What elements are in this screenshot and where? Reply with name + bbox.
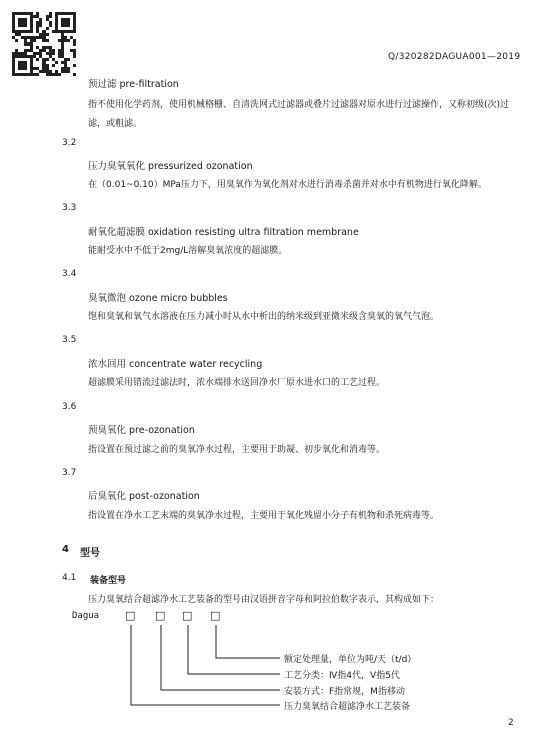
model-label-installation: 安装方式：F指常规，M指移动 [284, 687, 405, 697]
model-label-equipment: 压力臭氧结合超滤净水工艺装备 [284, 702, 411, 712]
term-post-ozonation: 后臭氧化 post-ozonation [88, 491, 200, 502]
section-number: 3.6 [62, 402, 77, 412]
section-number: 3.3 [62, 203, 77, 213]
definition-ozone-micro-bubbles: 饱和臭氧和氧气水溶液在压力减小时从水中析出的纳米级到亚微米级含臭氧的氧气气泡。 [88, 312, 440, 322]
section-number: 3.7 [62, 468, 77, 478]
page-number: 2 [508, 718, 514, 728]
definition-concentrate-water-recycling: 超滤膜采用错流过滤法时，浓水端排水送回净水厂原水进水口的工艺过程。 [88, 378, 386, 388]
term-pre-filtration: 预过滤 pre-filtration [88, 79, 179, 90]
model-box-3: □ [182, 609, 193, 622]
definition-post-ozonation: 指设置在净水工艺末端的臭氧净水过程，主要用于氧化残留小分子有机物和杀死病毒等。 [88, 511, 440, 521]
section-number: 3.2 [62, 138, 77, 148]
section-number: 3.4 [62, 269, 77, 279]
model-box-2: □ [155, 609, 166, 622]
definition-pre-ozonation: 指设置在预过滤之前的臭氧净水过程，主要用于助凝、初步氧化和消毒等。 [88, 445, 386, 455]
standard-code: Q/320282DAGUA001—2019 [388, 52, 521, 62]
definition-pre-filtration: 指不使用化学药剂，使用机械格栅、自清洗网式过滤器或叠片过滤器对原水进行过滤操作，又称初级(次)过滤，或粗滤。 [88, 100, 510, 129]
term-oxidation-resisting-membrane: 耐氧化超滤膜 oxidation resisting ultra filtration membrane [88, 227, 359, 238]
term-pre-ozonation: 预臭氧化 pre-ozonation [88, 425, 195, 436]
chapter-title: 型号 [80, 548, 100, 559]
definition-pressurized-ozonation: 在（0.01~0.10）MPa压力下，用臭氧作为氧化剂对水进行消毒杀菌并对水中有机物进行氧化降解。 [88, 180, 487, 190]
model-box-4: □ [210, 609, 221, 622]
subsection-title: 装备型号 [90, 576, 127, 586]
subsection-number: 4.1 [62, 573, 77, 583]
model-intro: 压力臭氧结合超滤净水工艺装备的型号由汉语拼音字母和阿拉伯数字表示，其构成如下： [88, 595, 440, 605]
definition-oxidation-resisting-membrane: 能耐受水中不低于2mg/L溶解臭氧浓度的超滤膜。 [88, 246, 288, 256]
model-box-1: □ [125, 609, 136, 622]
term-ozone-micro-bubbles: 臭氧微泡 ozone micro bubbles [88, 293, 228, 304]
term-pressurized-ozonation: 压力臭氧氧化 pressurized ozonation [88, 161, 253, 172]
term-concentrate-water-recycling: 浓水回用 concentrate water recycling [88, 359, 263, 370]
model-label-process: 工艺分类：Ⅳ指4代，Ⅴ指5代 [284, 671, 400, 681]
model-prefix: Dagua [72, 611, 100, 621]
section-number: 3.5 [62, 335, 77, 345]
chapter-number: 4 [62, 544, 69, 555]
model-label-capacity: 额定处理量，单位为吨/天（t/d） [284, 655, 417, 665]
